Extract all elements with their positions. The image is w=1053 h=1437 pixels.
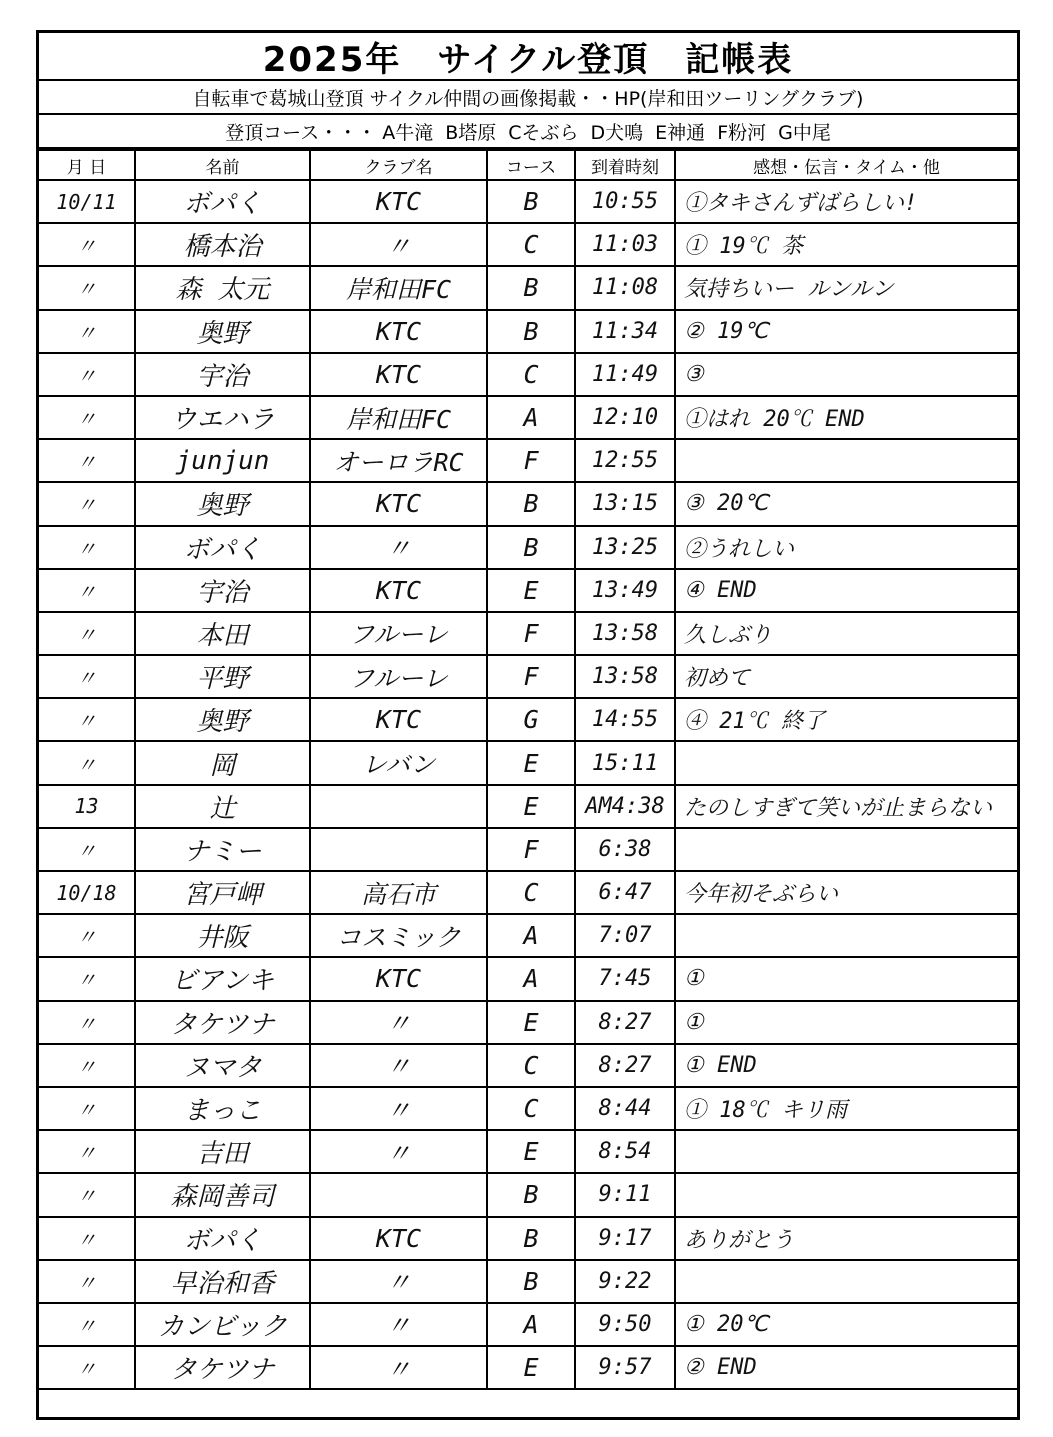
club-cell: KTC [310,482,487,525]
club-cell: 〃 [310,526,487,569]
club-cell: KTC [310,180,487,223]
log-table [39,149,1017,1390]
table-row [39,957,1017,1000]
comment-cell: ④ END [675,569,1017,612]
col-header-arrival-time: 到着時刻 [575,150,675,180]
arrival-time-cell: 11:49 [575,353,675,396]
table-row [39,655,1017,698]
course-cell: C [487,353,575,396]
course-list-prefix: 登頂コース・・・ [225,121,377,144]
arrival-time-cell: 13:25 [575,526,675,569]
arrival-time-cell: 7:45 [575,957,675,1000]
course-cell: B [487,1217,575,1260]
date-cell: 〃 [39,569,135,612]
club-cell: コスミック [310,914,487,957]
table-row [39,1087,1017,1130]
club-cell: KTC [310,310,487,353]
name-cell: ボパく [135,1217,310,1260]
club-cell: KTC [310,569,487,612]
name-cell: ヌマタ [135,1044,310,1087]
col-header-club: クラブ名 [310,150,487,180]
title-book: 記帳表 [685,39,794,80]
table-row [39,266,1017,309]
arrival-time-cell: 15:11 [575,741,675,784]
table-row [39,1303,1017,1346]
table-row [39,698,1017,741]
arrival-time-cell: AM4:38 [575,785,675,828]
table-row [39,569,1017,612]
arrival-time-cell: 9:17 [575,1217,675,1260]
course-cell: C [487,1044,575,1087]
title-event: サイクル登頂 [437,39,650,80]
date-cell: 〃 [39,698,135,741]
date-cell: 〃 [39,612,135,655]
name-cell: ボパく [135,180,310,223]
date-cell: 〃 [39,914,135,957]
course-item: E神通 [655,121,706,144]
course-cell: B [487,310,575,353]
date-cell: 〃 [39,223,135,266]
comment-cell: ありがとう [675,1217,1017,1260]
club-cell: フルーレ [310,612,487,655]
name-cell: ナミー [135,828,310,871]
course-cell: C [487,223,575,266]
table-row [39,828,1017,871]
comment-cell: ④ 21℃ 終了 [675,698,1017,741]
club-cell: 〃 [310,1001,487,1044]
comment-cell [675,1173,1017,1216]
course-cell: B [487,1173,575,1216]
date-cell: 〃 [39,1001,135,1044]
date-cell: 10/18 [39,871,135,914]
date-cell: 〃 [39,482,135,525]
comment-cell [675,914,1017,957]
page-title [39,33,1017,81]
course-cell: F [487,655,575,698]
header-row [39,150,1017,180]
name-cell: 本田 [135,612,310,655]
course-cell: E [487,569,575,612]
course-cell: B [487,526,575,569]
comment-cell: 久しぶり [675,612,1017,655]
course-cell: B [487,180,575,223]
course-cell: E [487,785,575,828]
club-cell: オーロラRC [310,439,487,482]
comment-cell [675,1260,1017,1303]
date-cell: 〃 [39,1130,135,1173]
date-cell: 〃 [39,439,135,482]
col-header-date: 月 日 [39,150,135,180]
arrival-time-cell: 12:10 [575,396,675,439]
club-cell: 岸和田FC [310,396,487,439]
arrival-time-cell: 10:55 [575,180,675,223]
table-row [39,180,1017,223]
comment-cell: ①タキさんずばらしい! [675,180,1017,223]
comment-cell: ③ [675,353,1017,396]
club-cell: フルーレ [310,655,487,698]
name-cell: カンビック [135,1303,310,1346]
comment-cell: ① 18℃ キリ雨 [675,1087,1017,1130]
comment-cell: 今年初そぶらい [675,871,1017,914]
title-year: 2025年 [262,39,402,80]
name-cell: 奥野 [135,310,310,353]
table-row [39,785,1017,828]
course-cell: A [487,914,575,957]
arrival-time-cell: 9:57 [575,1346,675,1389]
arrival-time-cell: 11:08 [575,266,675,309]
course-cell: B [487,482,575,525]
club-cell [310,828,487,871]
course-cell: B [487,266,575,309]
course-cell: C [487,871,575,914]
comment-cell [675,439,1017,482]
comment-cell: 気持ちいー ルンルン [675,266,1017,309]
name-cell: ビアンキ [135,957,310,1000]
comment-cell [675,828,1017,871]
course-item: Cそぶら [508,121,579,144]
date-cell: 〃 [39,526,135,569]
col-header-comments: 感想・伝言・タイム・他 [675,150,1017,180]
table-row [39,1346,1017,1389]
club-cell: KTC [310,698,487,741]
date-cell: 〃 [39,1346,135,1389]
name-cell: 奥野 [135,482,310,525]
comment-cell: ③ 20℃ [675,482,1017,525]
club-cell: レバン [310,741,487,784]
table-row [39,1260,1017,1303]
club-cell: 〃 [310,1044,487,1087]
course-cell: F [487,828,575,871]
arrival-time-cell: 9:11 [575,1173,675,1216]
name-cell: タケツナ [135,1346,310,1389]
name-cell: 森 太元 [135,266,310,309]
date-cell: 〃 [39,1217,135,1260]
course-item: A牛滝 [382,121,434,144]
arrival-time-cell: 8:54 [575,1130,675,1173]
table-row [39,223,1017,266]
course-item: D犬鳴 [590,121,644,144]
comment-cell [675,741,1017,784]
club-cell: KTC [310,1217,487,1260]
comment-cell: ① [675,1001,1017,1044]
arrival-time-cell: 8:44 [575,1087,675,1130]
arrival-time-cell: 11:03 [575,223,675,266]
course-cell: G [487,698,575,741]
date-cell: 〃 [39,266,135,309]
date-cell: 〃 [39,310,135,353]
table-row [39,526,1017,569]
date-cell: 〃 [39,828,135,871]
club-cell: 〃 [310,1346,487,1389]
table-row [39,1130,1017,1173]
arrival-time-cell: 6:47 [575,871,675,914]
table-row [39,353,1017,396]
name-cell: 平野 [135,655,310,698]
table-row [39,871,1017,914]
name-cell: ボパく [135,526,310,569]
date-cell: 〃 [39,1044,135,1087]
comment-cell: ① END [675,1044,1017,1087]
date-cell: 〃 [39,1173,135,1216]
table-row [39,741,1017,784]
table-row [39,1044,1017,1087]
date-cell: 〃 [39,957,135,1000]
club-cell: KTC [310,353,487,396]
course-item: F粉河 [717,121,767,144]
comment-cell [675,1130,1017,1173]
course-list [39,115,1017,149]
course-cell: E [487,1001,575,1044]
comment-cell: たのしすぎて笑いが止まらない [675,785,1017,828]
comment-cell: ① 19℃ 茶 [675,223,1017,266]
table-row [39,1001,1017,1044]
arrival-time-cell: 8:27 [575,1044,675,1087]
course-cell: E [487,1130,575,1173]
course-cell: A [487,396,575,439]
name-cell: 辻 [135,785,310,828]
table-row [39,612,1017,655]
arrival-time-cell: 9:22 [575,1260,675,1303]
comment-cell: ① [675,957,1017,1000]
arrival-time-cell: 13:58 [575,612,675,655]
club-cell: 岸和田FC [310,266,487,309]
name-cell: 宇治 [135,353,310,396]
comment-cell: 初めて [675,655,1017,698]
arrival-time-cell: 7:07 [575,914,675,957]
name-cell: ウエハラ [135,396,310,439]
club-cell [310,1173,487,1216]
name-cell: 岡 [135,741,310,784]
table-row [39,482,1017,525]
date-cell: 10/11 [39,180,135,223]
date-cell: 13 [39,785,135,828]
course-item: B塔原 [445,121,497,144]
club-cell: KTC [310,957,487,1000]
arrival-time-cell: 11:34 [575,310,675,353]
course-cell: A [487,957,575,1000]
log-rows [39,180,1017,1389]
arrival-time-cell: 13:49 [575,569,675,612]
arrival-time-cell: 14:55 [575,698,675,741]
arrival-time-cell: 9:50 [575,1303,675,1346]
course-cell: E [487,1346,575,1389]
arrival-time-cell: 12:55 [575,439,675,482]
table-row [39,1217,1017,1260]
course-cell: F [487,439,575,482]
name-cell: 宮戸岬 [135,871,310,914]
name-cell: 奥野 [135,698,310,741]
club-cell [310,785,487,828]
name-cell: 宇治 [135,569,310,612]
course-item: G中尾 [778,121,831,144]
course-cell: F [487,612,575,655]
comment-cell: ②うれしい [675,526,1017,569]
club-cell: 〃 [310,1130,487,1173]
table-row [39,310,1017,353]
logbook-sheet [36,30,1020,1420]
club-cell: 〃 [310,1087,487,1130]
table-row [39,396,1017,439]
club-cell: 〃 [310,1303,487,1346]
name-cell: まっこ [135,1087,310,1130]
table-row [39,439,1017,482]
date-cell: 〃 [39,353,135,396]
arrival-time-cell: 6:38 [575,828,675,871]
comment-cell: ② 19℃ [675,310,1017,353]
table-row [39,914,1017,957]
date-cell: 〃 [39,1260,135,1303]
name-cell: 早治和香 [135,1260,310,1303]
date-cell: 〃 [39,1303,135,1346]
name-cell: 橋本治 [135,223,310,266]
name-cell: junjun [135,439,310,482]
club-cell: 〃 [310,1260,487,1303]
comment-cell: ① 20℃ [675,1303,1017,1346]
name-cell: タケツナ [135,1001,310,1044]
arrival-time-cell: 13:58 [575,655,675,698]
club-cell: 高石市 [310,871,487,914]
course-cell: A [487,1303,575,1346]
subtitle: 自転車で葛城山登頂 サイクル仲間の画像掲載・・HP(岸和田ツーリングクラブ) [39,81,1017,115]
col-header-name: 名前 [135,150,310,180]
name-cell: 森岡善司 [135,1173,310,1216]
date-cell: 〃 [39,655,135,698]
course-cell: E [487,741,575,784]
date-cell: 〃 [39,396,135,439]
comment-cell: ② END [675,1346,1017,1389]
arrival-time-cell: 8:27 [575,1001,675,1044]
arrival-time-cell: 13:15 [575,482,675,525]
date-cell: 〃 [39,741,135,784]
date-cell: 〃 [39,1087,135,1130]
course-cell: B [487,1260,575,1303]
name-cell: 井阪 [135,914,310,957]
club-cell: 〃 [310,223,487,266]
comment-cell: ①はれ 20℃ END [675,396,1017,439]
table-row [39,1173,1017,1216]
name-cell: 吉田 [135,1130,310,1173]
col-header-course: コース [487,150,575,180]
course-cell: C [487,1087,575,1130]
